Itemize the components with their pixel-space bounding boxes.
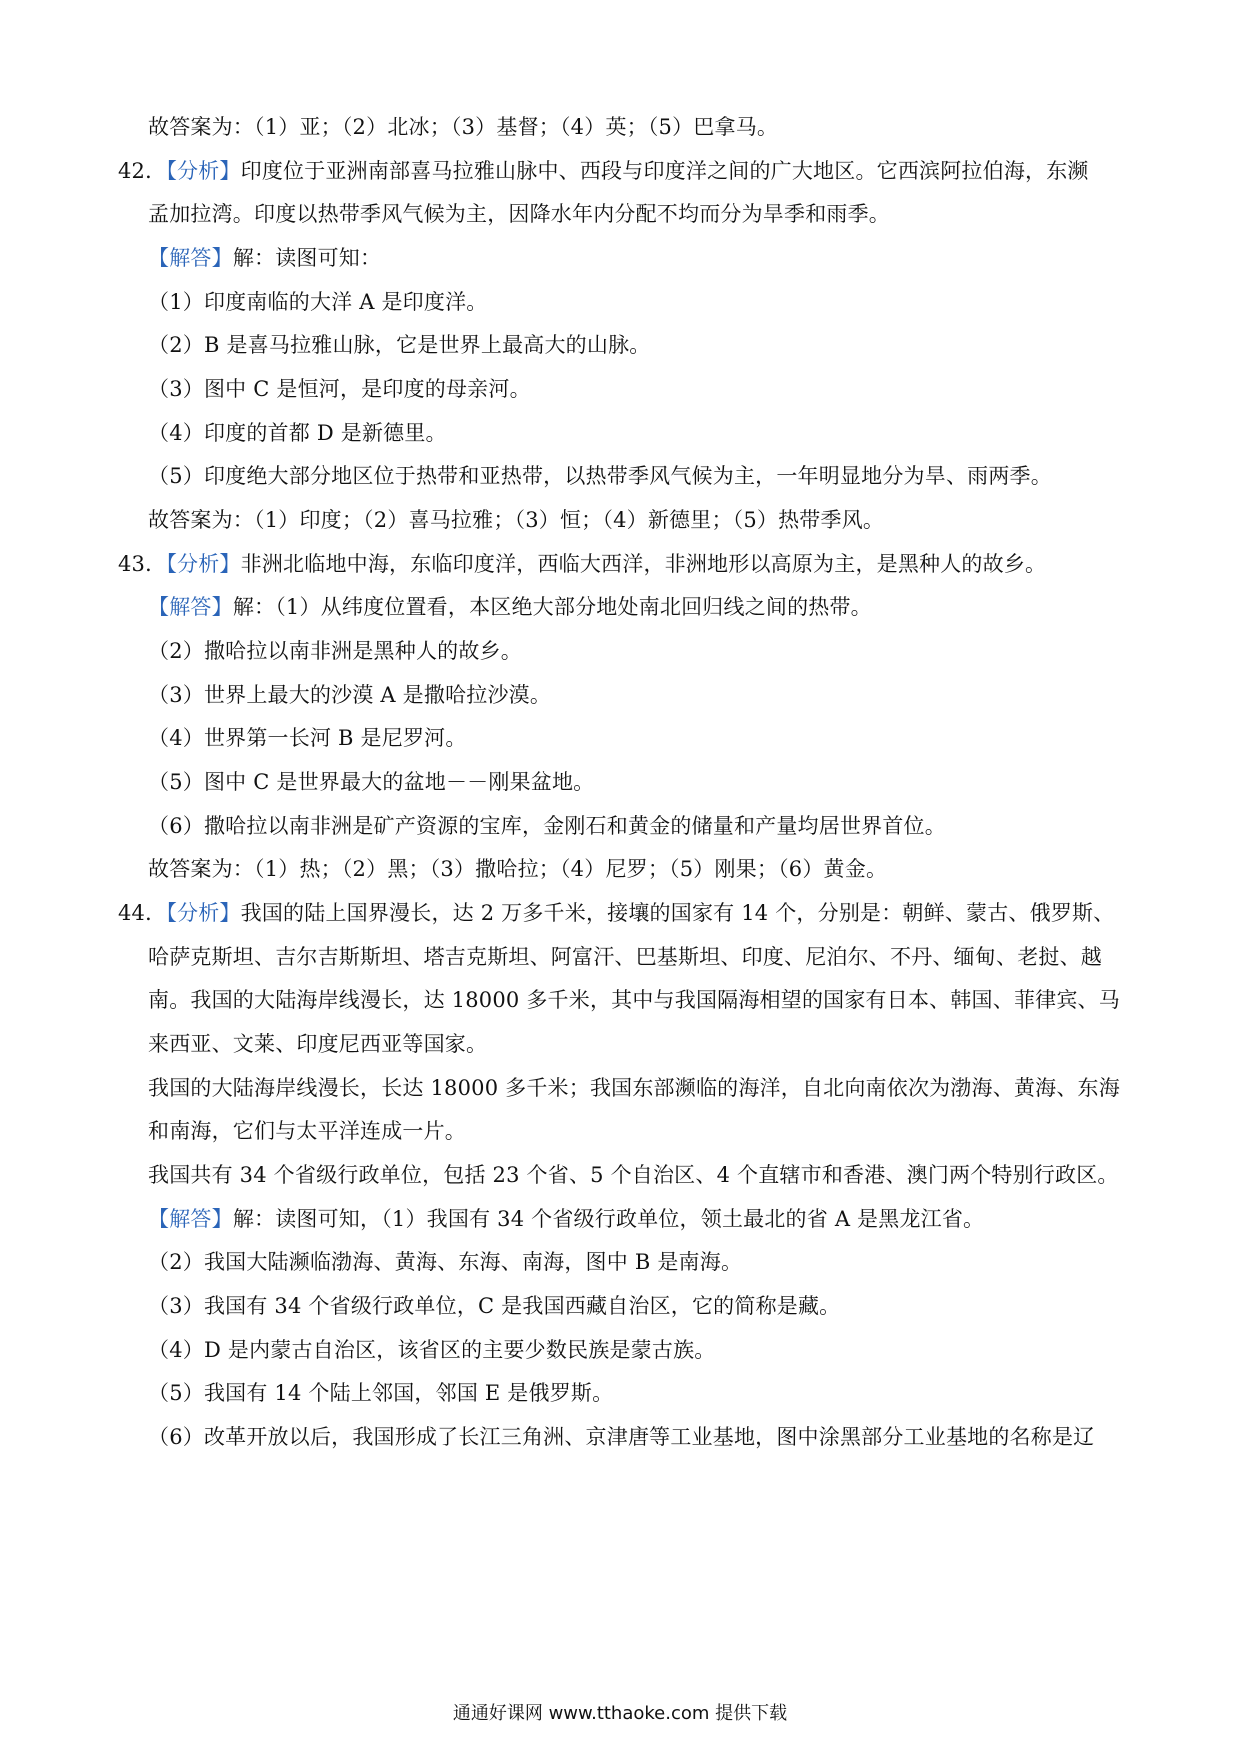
q44-item-6: [148, 1422, 1094, 1452]
q44-analysis-line-6: [148, 1116, 466, 1146]
text: 哈萨克斯坦、吉尔吉斯斯坦、塔吉克斯坦、阿富汗、巴基斯坦、印度、尼泊尔、不丹、缅甸、老挝、越: [148, 945, 1102, 969]
page-footer: 通通好课网 www.tthaoke.com 提供下载: [452, 1703, 788, 1724]
q44-analysis-line-5: [148, 1073, 1120, 1103]
q43-item-3: [148, 680, 551, 710]
q43-item-6: [148, 811, 946, 841]
text: （2）B 是喜马拉雅山脉，它是世界上最高大的山脉。: [148, 333, 651, 357]
q43-item-2: [148, 636, 522, 666]
q42-analysis-line-2: [148, 199, 890, 229]
q43-answer-line: [148, 854, 887, 884]
question-number: 43．: [118, 552, 167, 576]
question-number: 44．: [118, 901, 167, 925]
text: 我国共有 34 个省级行政单位，包括 23 个省、5 个自治区、4 个直辖市和香港、澳门两个特别行政区。: [148, 1163, 1119, 1187]
q44-item-4: [148, 1335, 715, 1365]
text: 解：（1）从纬度位置看，本区绝大部分地处南北回归线之间的热带。: [232, 595, 872, 619]
text: （1）印度南临的大洋 A 是印度洋。: [148, 290, 488, 314]
text: （5）图中 C 是世界最大的盆地－－刚果盆地。: [148, 770, 595, 794]
q44-analysis-line-2: [148, 942, 1102, 972]
text: （5）我国有 14 个陆上邻国，邻国 E 是俄罗斯。: [148, 1381, 614, 1405]
solution-tag: 【解答】: [148, 595, 233, 619]
analysis-tag: 【分析】: [166, 552, 241, 576]
text: 解：读图可知：: [232, 246, 382, 270]
q42-solution-line: [148, 243, 381, 273]
q44-analysis-line-1: [118, 898, 1114, 928]
q42-answer-line: [148, 505, 884, 535]
analysis-tag: 【分析】: [166, 159, 241, 183]
q43-analysis-line: [118, 549, 1046, 579]
analysis-tag: 【分析】: [166, 901, 241, 925]
text: （4）D 是内蒙古自治区，该省区的主要少数民族是蒙古族。: [148, 1338, 716, 1362]
text: （2）撒哈拉以南非洲是黑种人的故乡。: [148, 639, 522, 663]
text: （3）图中 C 是恒河，是印度的母亲河。: [148, 377, 531, 401]
q42-item-4: [148, 418, 447, 448]
text: 我国的陆上国界漫长，达 2 万多千米，接壤的国家有 14 个，分别是：朝鲜、蒙古、俄罗斯、: [240, 901, 1115, 925]
q44-item-2: [148, 1247, 742, 1277]
text: 和南海，它们与太平洋连成一片。: [148, 1119, 466, 1143]
text: （3）世界上最大的沙漠 A 是撒哈拉沙漠。: [148, 683, 552, 707]
q43-item-4: [148, 723, 467, 753]
text: 非洲北临地中海，东临印度洋，西临大西洋，非洲地形以高原为主，是黑种人的故乡。: [240, 552, 1047, 576]
q43-solution-line: [148, 592, 872, 622]
text: 故答案为：（1）印度；（2）喜马拉雅；（3）恒；（4）新德里；（5）热带季风。: [148, 508, 885, 532]
q44-solution-line: [148, 1204, 984, 1234]
text: （4）印度的首都 D 是新德里。: [148, 421, 447, 445]
q42-item-5: [148, 461, 1052, 491]
q44-item-5: [148, 1378, 613, 1408]
solution-tag: 【解答】: [148, 246, 233, 270]
q43-item-5: [148, 767, 594, 797]
text: 来西亚、文莱、印度尼西亚等国家。: [148, 1032, 488, 1056]
text: 南。我国的大陆海岸线漫长，达 18000 多千米，其中与我国隔海相望的国家有日本、韩国、菲律宾、马: [148, 988, 1120, 1012]
q42-analysis-line-1: [118, 156, 1089, 186]
q44-analysis-line-4: [148, 1029, 487, 1059]
text: （4）世界第一长河 B 是尼罗河。: [148, 726, 467, 750]
text: 孟加拉湾。印度以热带季风气候为主，因降水年内分配不均而分为旱季和雨季。: [148, 202, 890, 226]
text: 解：读图可知，（1）我国有 34 个省级行政单位，领土最北的省 A 是黑龙江省。: [232, 1207, 985, 1231]
q44-analysis-line-7: [148, 1160, 1119, 1190]
q42-item-3: [148, 374, 531, 404]
solution-tag: 【解答】: [148, 1207, 233, 1231]
text: （5）印度绝大部分地区位于热带和亚热带，以热带季风气候为主，一年明显地分为旱、雨两季。: [148, 464, 1052, 488]
q44-item-3: [148, 1291, 840, 1321]
text: （6）改革开放以后，我国形成了长江三角洲、京津唐等工业基地，图中涂黑部分工业基地的名称是辽: [148, 1425, 1095, 1449]
q42-item-2: [148, 330, 650, 360]
q44-analysis-line-3: [148, 985, 1120, 1015]
q41-answer-line: [148, 112, 778, 142]
question-number: 42．: [118, 159, 167, 183]
text: （2）我国大陆濒临渤海、黄海、东海、南海，图中 B 是南海。: [148, 1250, 743, 1274]
text: 故答案为：（1）亚；（2）北冰；（3）基督；（4）英；（5）巴拿马。: [148, 115, 779, 139]
text: 印度位于亚洲南部喜马拉雅山脉中、西段与印度洋之间的广大地区。它西滨阿拉伯海，东濒: [240, 159, 1089, 183]
text: 我国的大陆海岸线漫长，长达 18000 多千米；我国东部濒临的海洋，自北向南依次为渤海、黄海、东海: [148, 1076, 1120, 1100]
q42-item-1: [148, 287, 487, 317]
text: （3）我国有 34 个省级行政单位，C 是我国西藏自治区，它的简称是藏。: [148, 1294, 841, 1318]
text: 故答案为：（1）热；（2）黑；（3）撒哈拉；（4）尼罗；（5）刚果；（6）黄金。: [148, 857, 888, 881]
text: （6）撒哈拉以南非洲是矿产资源的宝库，金刚石和黄金的储量和产量均居世界首位。: [148, 814, 946, 838]
